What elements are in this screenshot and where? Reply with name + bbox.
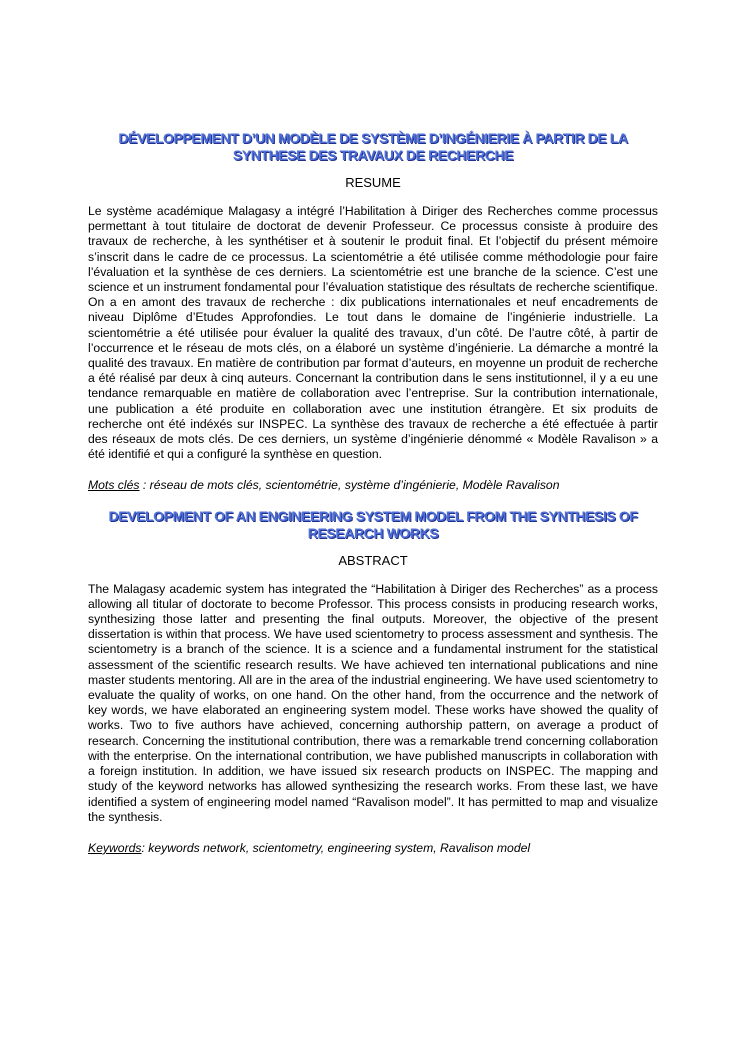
english-title: DEVELOPMENT OF AN ENGINEERING SYSTEM MODEL FROM THE SYNTHESIS OF RESEARCH WORKS: [108, 507, 638, 541]
abstract-heading: ABSTRACT: [338, 552, 408, 568]
french-keywords-label: Mots clés: [88, 478, 140, 493]
english-keywords-label: Keywords: [88, 840, 142, 855]
abstract-body: The Malagasy academic system has integrated the “Habilitation à Diriger des Recherches” as a process allowing all titular of doctorate to become Professor. This process consists in producing research works, synthesizing those latter and presenting the final outputs. Moreover, the objective of the present dissertation is within that process. We have used scientometry to process assessment and synthesis. The scientometry is a branch of the science. It is a science and a fundamental instrument for the statistical assessment of the scientific research results. We have achieved ten international publications and nine master students mentoring. All are in the area of the industrial engineering. We have used scientometry to evaluate the quality of works, on one hand. On the other hand, from the occurrence and the network of key words, we have elaborated an engineering system model. These works have showed the quality of works. Two to five authors have achieved, concerning authorship pattern, on average a product of research. Concerning the institutional contribution, there was a remarkable trend concerning collaboration with the enterprise. On the international contribution, we have published manuscripts in collaboration with a foreign institution. In addition, we have issued six research products on INSPEC. The mapping and study of the keyword networks has allowed synthesizing the research works. From these last, we have identified a system of engineering model named “Ravalison model”. It has permitted to map and visualize the synthesis.: [88, 581, 658, 824]
document-page: [88, 130, 658, 856]
french-keywords: [88, 478, 658, 493]
french-title: DÉVELOPPEMENT D’UN MODÈLE DE SYSTÈME D’INGÉNIERIE À PARTIR DE LA SYNTHESE DES TRAVAUX DE RECHERCHE: [118, 130, 628, 163]
french-keywords-list: : réseau de mots clés, scientométrie, système d’ingénierie, Modèle Ravalison: [139, 478, 560, 493]
resume-body: Le système académique Malagasy a intégré l’Habilitation à Diriger des Recherches comme processus permettant à tout titulaire de doctorat de devenir Professeur. Ce processus consiste à produire des travaux de recherche, à les synthétiser et à soutenir le produit final. Et l’objectif du présent mémoire s’inscrit dans le cadre de ce processus. La scientométrie a été utilisée comme méthodologie pour faire l’évaluation et la synthèse de ces derniers. La scientométrie est une branche de la science. C’est une science et un instrument fondamental pour l’évaluation statistique des résultats de recherche scientifique. On a en amont des travaux de recherche : dix publications internationales et neuf encadrements de niveau Diplôme d’Etudes Approfondies. Le tout dans le domaine de l’ingénierie industrielle. La scientométrie a été utilisée pour évaluer la qualité des travaux, d’un côté. De l’autre côté, à partir de l’occurrence et le réseau de mots clés, on a élaboré un système d’ingénierie. La démarche a montré la qualité des travaux. En matière de contribution par format d’auteurs, en moyenne un produit de recherche a été réalisé par deux à cinq auteurs. Concernant la contribution dans le sens institutionnel, il y a eu une tendance remarquable en matière de collaboration avec l’entreprise. Sur la contribution internationale, une publication a été produite en collaboration avec une institution étrangère. Et six produits de recherche ont été indéxés sur INSPEC. La synthèse des travaux de recherche a été effectuée à partir des réseaux de mots clés. De ces derniers, un système d’ingénierie dénommé « Modèle Ravalison » a été identifié et qui a configuré la synthèse en question.: [88, 204, 658, 462]
resume-heading: RESUME: [345, 175, 401, 190]
english-keywords: [88, 841, 658, 856]
english-keywords-list: : keywords network, scientometry, engineering system, Ravalison model: [141, 840, 531, 855]
